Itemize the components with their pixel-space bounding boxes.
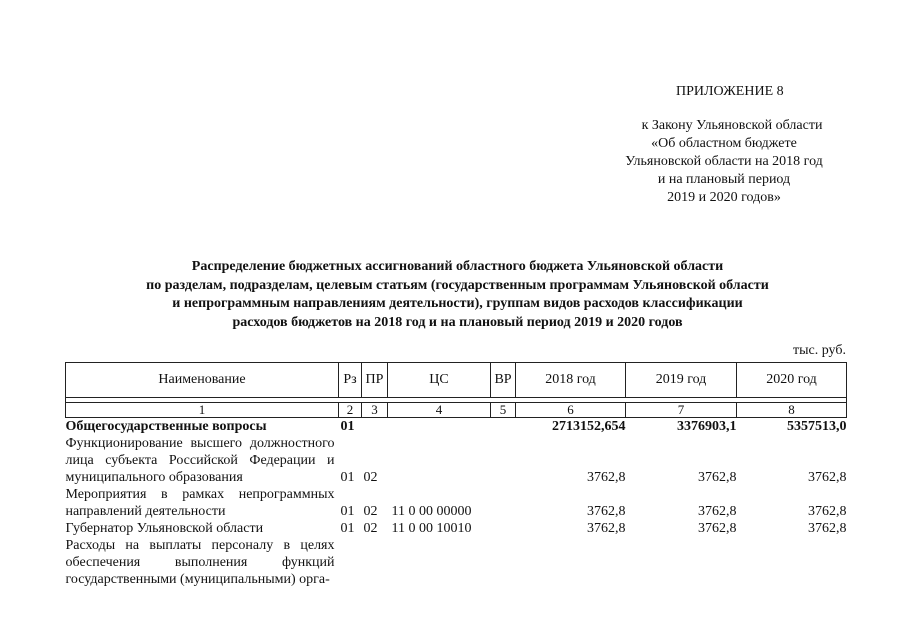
- row-cs: 11 0 00 10010: [391, 521, 472, 536]
- header-rz: Рз: [339, 363, 362, 398]
- row-2020: 3762,8: [808, 504, 847, 519]
- row-2019: [626, 537, 737, 588]
- law-reference-line: 2019 и 2020 годов»: [667, 190, 781, 205]
- column-number-row: [66, 403, 847, 418]
- header-vr: ВР: [491, 363, 516, 398]
- row-name: Губернатор Ульяновской области: [65, 521, 264, 536]
- row-vr: [491, 486, 516, 520]
- row-2020: 3762,8: [808, 470, 847, 485]
- heading-line: Распределение бюджетных ассигнований областного бюджета Ульяновской области: [191, 259, 724, 274]
- row-pr: [362, 537, 388, 588]
- column-number: 6: [516, 403, 626, 418]
- column-number: 8: [737, 403, 847, 418]
- column-number: 4: [388, 403, 491, 418]
- column-number: 2: [339, 403, 362, 418]
- table-row: [66, 520, 847, 537]
- row-rz: 01: [340, 504, 355, 519]
- row-pr: 02: [363, 470, 378, 485]
- row-2019: 3762,8: [698, 504, 737, 519]
- row-2019: 3762,8: [698, 521, 737, 536]
- header-2019: 2019 год: [626, 363, 737, 398]
- row-2018: 3762,8: [587, 504, 626, 519]
- row-2018: 3762,8: [587, 521, 626, 536]
- header-cs: ЦС: [388, 363, 491, 398]
- heading-line: расходов бюджетов на 2018 год и на плановый период 2019 и 2020 годов: [232, 314, 683, 330]
- table-row: [66, 537, 847, 588]
- header-pr: ПР: [362, 363, 388, 398]
- row-2018: 2713152,654: [552, 419, 626, 434]
- row-name: Общегосударственные вопросы: [65, 419, 267, 434]
- row-vr: [491, 520, 516, 537]
- law-reference: [560, 117, 888, 207]
- column-number: 5: [491, 403, 516, 418]
- law-reference-line: «Об областном бюджете: [651, 136, 797, 151]
- table-header-row: [66, 363, 847, 398]
- row-vr: [491, 537, 516, 588]
- header-2020: 2020 год: [737, 363, 847, 398]
- row-cs: 11 0 00 00000: [391, 504, 472, 519]
- row-rz: 01: [340, 419, 355, 434]
- row-2018: [516, 537, 626, 588]
- column-number: 3: [362, 403, 388, 418]
- row-rz: 01: [340, 470, 355, 485]
- row-name: Функционирование высшего должностного лица субъекта Российской Федерации и муниципального образования: [65, 436, 335, 485]
- header-name: Наименование: [66, 363, 339, 398]
- row-2019: 3762,8: [698, 470, 737, 485]
- row-2019: 3376903,1: [677, 419, 737, 434]
- row-pr: [362, 418, 388, 436]
- document-heading: [60, 258, 855, 332]
- row-vr: [491, 435, 516, 486]
- row-name: Мероприятия в рамках непрограммных направлений деятельности: [65, 487, 335, 519]
- table-row: [66, 435, 847, 486]
- row-vr: [491, 418, 516, 436]
- row-2020: 3762,8: [808, 521, 847, 536]
- row-2020: 5357513,0: [787, 419, 847, 434]
- row-cs: [388, 418, 491, 436]
- header-2018: 2018 год: [516, 363, 626, 398]
- law-reference-line: Ульяновской области на 2018 год: [625, 154, 823, 169]
- law-reference-line: и на плановый период: [657, 172, 791, 187]
- row-2020: [737, 537, 847, 588]
- row-rz: [339, 537, 362, 588]
- row-2018: 3762,8: [587, 470, 626, 485]
- table-row: [66, 418, 847, 436]
- row-cs: [388, 537, 491, 588]
- heading-line: и непрограммным направлениям деятельности), группам видов расходов классификации: [172, 296, 743, 311]
- row-cs: [388, 435, 491, 486]
- column-number: 1: [66, 403, 339, 418]
- row-pr: 02: [363, 521, 378, 536]
- row-pr: 02: [363, 504, 378, 519]
- heading-line: по разделам, подразделам, целевым статьям (государственным программам Ульяновской области: [146, 277, 769, 293]
- units-label: тыс. руб.: [793, 343, 846, 358]
- law-reference-line: к Закону Ульяновской области: [641, 118, 823, 133]
- table-row: [66, 486, 847, 520]
- appendix-title: ПРИЛОЖЕНИЕ 8: [676, 84, 784, 99]
- row-name: Расходы на выплаты персоналу в целях обеспечения выполнения функций государственными (муниципальными) орга-: [65, 538, 335, 587]
- budget-table: [65, 362, 847, 588]
- column-number: 7: [626, 403, 737, 418]
- row-rz: 01: [340, 521, 355, 536]
